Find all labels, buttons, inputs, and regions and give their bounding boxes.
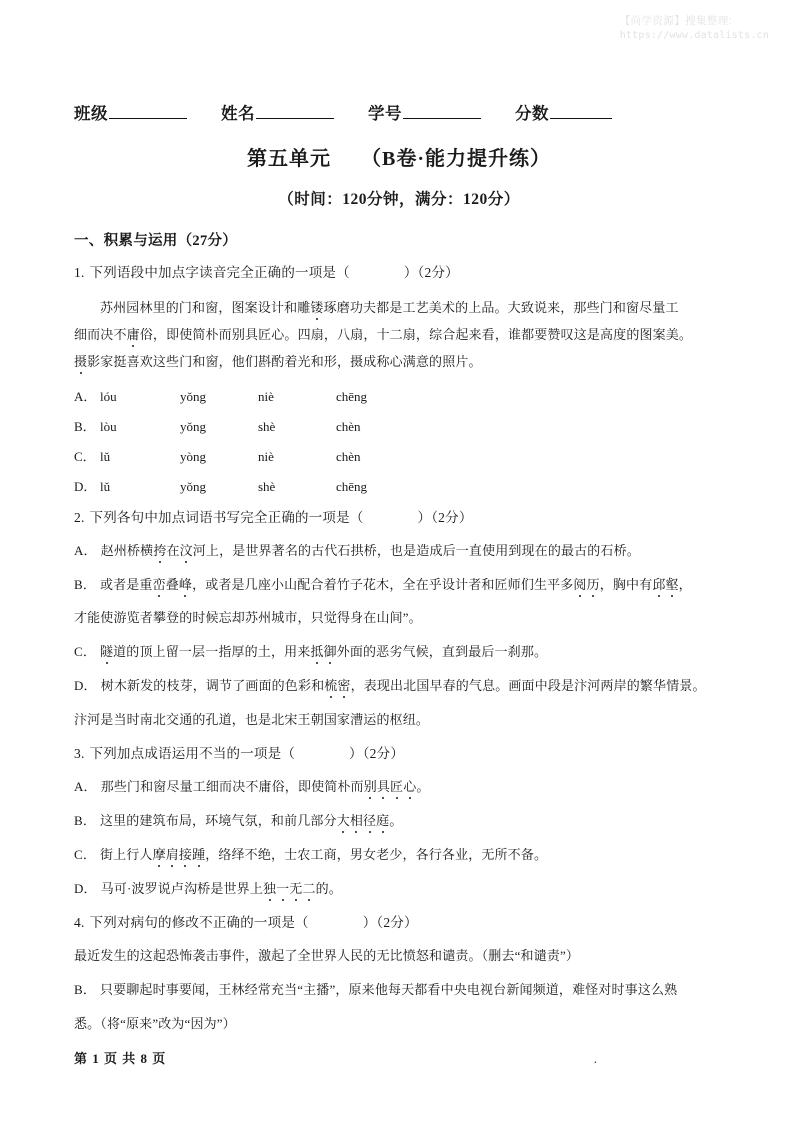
pinyin-value: lòu [100,419,117,435]
pinyin-value: shè [258,419,276,435]
pinyin-value: chèn [336,419,361,435]
name-label: 姓名 [221,104,255,123]
page-subtitle: （时间：120分钟，满分：120分） [278,191,520,208]
question-text-tail: ）（2分） [349,746,405,762]
question-text: 下列语段中加点字读音完全正确的一项是（ [89,265,350,280]
pinyin-value: chēng [336,389,368,405]
score-blank[interactable] [550,102,612,119]
title-unit: 第五单元 [246,148,331,170]
question-number: 3. [74,746,85,762]
pinyin-value: lǔ [100,449,111,465]
class-label: 班级 [74,104,108,123]
option-a[interactable]: 最近发生的这起恐怖袭击事件，激起了全世界人民的无比愤怒和谴责。（删去“和谴责”） [74,948,580,964]
option-row-d[interactable] [74,476,724,495]
score-label: 分数 [515,104,549,123]
name-field [221,100,334,124]
option-letter: A． [74,389,97,405]
pinyin-value: yǒng [180,419,206,435]
option-row-a[interactable] [74,386,724,405]
option-c[interactable]: C． 隧道的顶上留一层一指厚的土，用来抵御外面的恶劣气候，直到最后一刹那。 [74,644,548,660]
option-row-c[interactable] [74,446,724,465]
question-text: 下列对病句的修改不正确的一项是（ [89,915,309,931]
title-paper-type: （B卷·能力提升练） [360,148,551,170]
name-blank[interactable] [256,102,334,119]
option-letter: D． [74,677,97,693]
option-letter: B． [74,813,96,829]
pinyin-value: chèn [336,449,361,465]
question-text-tail: ）（2分） [417,510,473,526]
pinyin-value: niè [258,449,274,465]
question-stem [74,508,724,529]
page-number: 第 1 页 共 8 页 [74,1051,167,1066]
pinyin-value: chēng [336,479,368,495]
pinyin-value: yǒng [180,389,206,405]
question-number: 4. [74,915,85,931]
option-b-continuation: 悉。（将“原来”改为“因为”） [74,1015,236,1031]
option-d[interactable]: D． 马可·波罗说卢沟桥是世界上独一无二的。 [74,880,342,896]
question-number: 1. [74,265,85,280]
option-letter: B． [74,419,96,435]
option-letter: B． [74,982,96,998]
document-body [74,0,724,1036]
option-a[interactable]: A． 赵州桥横挎在汶河上，是世界著名的古代石拱桥，也是造成后一直使用到现在的最古的石桥。 [74,542,640,558]
pinyin-value: niè [258,389,274,405]
student-id-field [368,100,481,124]
question-stem [74,744,724,765]
pinyin-value: yòng [180,449,206,465]
option-text: 只要聊起时事要闻，王林经常充当“主播”，原来他每天都看中央电视台新闻频道，难怪对时事这么熟 [99,982,678,998]
question-4 [74,913,724,1035]
question-stem [74,913,724,934]
question-text-tail: ）（2分） [362,915,418,931]
option-letter: A． [74,542,97,558]
option-b[interactable]: B． 或者是重峦叠峰，或者是几座小山配合着竹子花木，全在乎设计者和匠师们生平多阅历，胸中有邱壑， [74,576,692,592]
question-3 [74,744,724,900]
option-d[interactable]: D． 树木新发的枝芽，调节了画面的色彩和梳密，表现出北国早春的气息。画面中段是汴河两岸的繁华情景。 [74,677,706,693]
question-2 [74,508,724,731]
question-text: 下列加点成语运用不当的一项是（ [89,746,296,762]
pinyin-value: shè [258,479,276,495]
option-c[interactable]: C． 街上行人摩肩接踵，络绎不绝，士农工商，男女老少，各行各业，无所不备。 [74,846,548,862]
question-number: 2. [74,510,85,526]
pinyin-value: lóu [100,389,117,405]
option-letter: B． [74,576,96,592]
option-row-b[interactable] [74,416,724,435]
student-id-label: 学号 [368,104,402,123]
class-blank[interactable] [109,102,187,119]
option-b[interactable]: B． 这里的建筑布局，环境气氛，和前几部分大相径庭。 [74,813,403,829]
passage-line: 苏州园林里的门和窗，图案设计和雕镂琢磨功夫都是工艺美术的上品。大致说来，那些门和窗尽量工 [100,299,679,315]
score-field [515,100,612,124]
question-1-passage [74,294,724,375]
question-stem [74,263,724,284]
pinyin-value: lǔ [100,479,111,495]
question-1 [74,263,724,495]
option-letter: C． [74,846,96,862]
watermark-url-line: https://www.datalists.cn [619,30,769,42]
option-b[interactable] [74,979,724,1002]
student-info-row [74,100,724,124]
question-text: 下列各句中加点词语书写完全正确的一项是（ [89,510,364,526]
question-text-tail: ）（2分） [403,265,459,280]
footer-marker: . [593,1051,597,1066]
class-field [74,100,187,124]
option-letter: C． [74,644,96,660]
option-b-continuation: 才能使游览者攀登的时候忘却苏州城市，只觉得身在山间”。 [74,610,422,626]
passage-line: 摄影家挺喜欢这些门和窗，他们斟酌着光和形，摄成称心满意的照片。 [74,353,482,369]
student-id-blank[interactable] [403,102,481,119]
option-letter: C． [74,449,96,465]
watermark-source-line: 【尚学资源】搜集整理: [619,15,733,27]
page-footer [74,1048,719,1067]
option-letter: D． [74,479,97,495]
page-title [74,142,724,171]
option-letter: A． [74,779,97,795]
option-letter: D． [74,880,97,896]
option-a[interactable]: A． 那些门和窗尽量工细而决不庸俗，即使简朴而别具匠心。 [74,779,430,795]
option-d-continuation: 汴河是当时南北交通的孔道，也是北宋王朝国家漕运的枢纽。 [74,711,430,727]
pinyin-value: yǒng [180,479,206,495]
section-heading: 一、积累与运用（27分） [74,233,238,249]
passage-line: 细而决不庸俗，即使简朴而别具匠心。四扇，八扇，十二扇，综合起来看，谁都要赞叹这是高度的图案美。 [74,326,693,342]
